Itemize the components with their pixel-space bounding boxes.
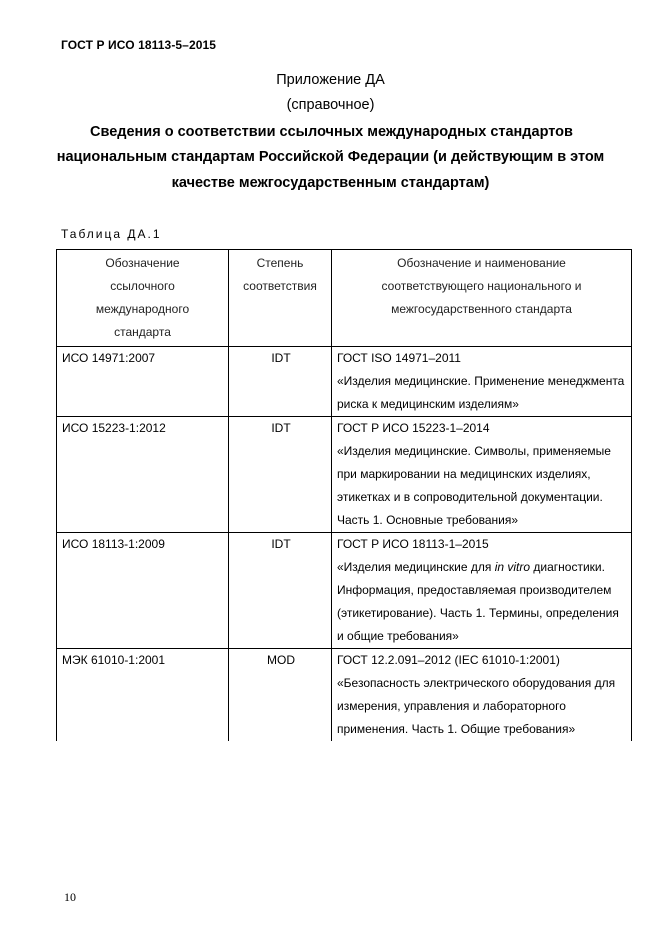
table-row [57,417,632,533]
page-number: 10 [64,890,76,904]
degree-cell: IDT [229,347,332,417]
header-degree: Степень соответствия [229,250,332,347]
national-standard-cell [332,649,632,742]
national-standard-code: ГОСТ ISO 14971–2011 [337,351,461,365]
table-caption: Таблица ДА.1 [61,227,162,241]
appendix-name: Приложение ДА [276,72,385,88]
intl-standard-cell: ИСО 18113-1:2009 [57,533,229,649]
degree-cell: IDT [229,533,332,649]
national-standard-code: ГОСТ Р ИСО 18113-1–2015 [337,537,489,551]
title-part: «Изделия медицинские для [337,560,495,574]
table-row [57,347,632,417]
standards-table [56,249,632,741]
national-standard-cell [332,347,632,417]
national-standard-cell [332,533,632,649]
standards-table-container [56,249,631,741]
document-code: ГОСТ Р ИСО 18113-5–2015 [61,38,217,52]
national-standard-code: ГОСТ 12.2.091–2012 (IEC 61010-1:2001) [337,653,560,667]
national-standard-title: «Безопасность электрического оборудования для измерения, управления и лабораторного применения. Часть 1. Общие требования» [337,676,616,736]
header-international-standard: Обозначение ссылочного международного стандарта [57,250,229,347]
table-row [57,649,632,742]
degree-cell: MOD [229,649,332,742]
degree-cell: IDT [229,417,332,533]
national-standard-code: ГОСТ Р ИСО 15223-1–2014 [337,421,490,435]
table-row [57,533,632,649]
table-header-row [57,250,632,347]
national-standard-title: «Изделия медицинские. Символы, применяемые при маркировании на медицинских изделиях, этикетках и в сопроводительной документации. Часть 1. Основные требования» [337,444,611,527]
national-standard-title: «Изделия медицинские. Применение менеджмента риска к медицинским изделиям» [337,374,625,411]
national-standard-title [337,556,628,648]
title-part: диагностики. Информация, предоставляемая производителем (этикетирование). Часть 1. Термины, определения и общие требования» [337,560,619,643]
header-national-standard: Обозначение и наименование соответствующего национального и межгосударственного стандарта [332,250,632,347]
intl-standard-cell: ИСО 14971:2007 [57,347,229,417]
appendix-title-line2: национальным стандартам Российской Федерации (и действующим в этом [56,149,605,165]
national-standard-cell [332,417,632,533]
appendix-type: (справочное) [286,97,375,113]
title-italic-part: in vitro [494,560,531,574]
appendix-title-line3: качестве межгосударственным стандартам) [171,175,490,191]
intl-standard-cell: ИСО 15223-1:2012 [57,417,229,533]
appendix-title-line1: Сведения о соответствии ссылочных международных стандартов [90,124,573,140]
intl-standard-cell: МЭК 61010-1:2001 [57,649,229,742]
